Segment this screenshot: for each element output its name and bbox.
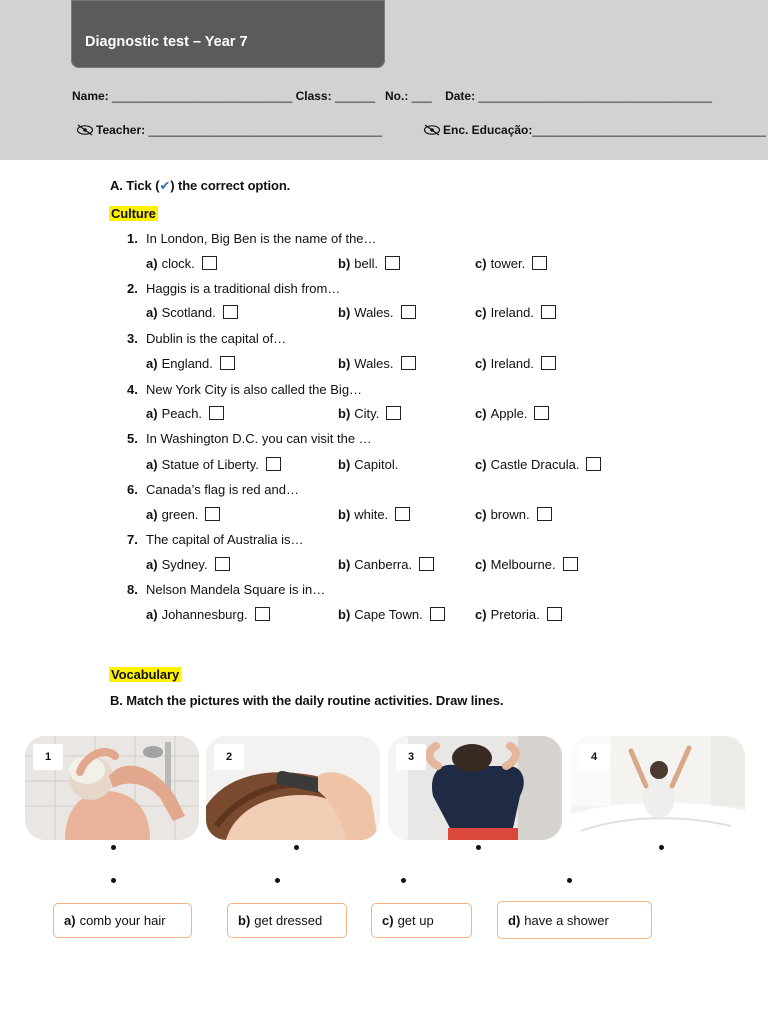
checkbox[interactable] <box>541 356 556 370</box>
q4-option-a: a) Peach. <box>146 406 224 421</box>
picture-1-dot[interactable] <box>111 845 116 850</box>
question-8: 8. Nelson Mandela Square is in… <box>127 582 326 597</box>
q8-option-a: a) Johannesburg. <box>146 607 270 622</box>
picture-number: 1 <box>33 744 63 770</box>
name-label: Name: <box>72 89 109 103</box>
question-1: 1. In London, Big Ben is the name of the… <box>127 231 377 246</box>
checkbox[interactable] <box>205 507 220 521</box>
q3-option-b: b) Wales. <box>338 356 416 371</box>
checkbox[interactable] <box>547 607 562 621</box>
q2-option-a: a) Scotland. <box>146 305 238 320</box>
section-a-instruction: A. Tick (✔) the correct option. <box>110 178 291 193</box>
q6-option-c: c) brown. <box>475 507 552 522</box>
checkbox[interactable] <box>266 457 281 471</box>
checkbox[interactable] <box>534 406 549 420</box>
section-b-topic: Vocabulary <box>111 667 180 682</box>
checkbox[interactable] <box>220 356 235 370</box>
activity-c[interactable]: c) get up <box>371 903 472 938</box>
question-2: 2. Haggis is a traditional dish from… <box>127 281 341 296</box>
picture-number: 4 <box>579 744 609 770</box>
date-label: Date: <box>445 89 476 103</box>
q1-option-b: b) bell. <box>338 256 400 271</box>
checkbox[interactable] <box>430 607 445 621</box>
q1-option-a: a) clock. <box>146 256 217 271</box>
class-label: Class: <box>295 89 332 103</box>
checkbox[interactable] <box>202 256 217 270</box>
question-3: 3. Dublin is the capital of… <box>127 331 287 346</box>
q8-option-c: c) Pretoria. <box>475 607 562 622</box>
teacher-line <box>76 123 382 139</box>
class-field[interactable]: ______ <box>334 89 375 103</box>
checkbox[interactable] <box>532 256 547 270</box>
q5-option-c: c) Castle Dracula. <box>475 457 601 472</box>
checkbox[interactable] <box>395 507 410 521</box>
checkbox[interactable] <box>541 305 556 319</box>
q3-option-c: c) Ireland. <box>475 356 556 371</box>
q7-option-c: c) Melbourne. <box>475 557 578 572</box>
checkbox[interactable] <box>401 356 416 370</box>
question-6: 6. Canada’s flag is red and… <box>127 482 299 497</box>
checkbox[interactable] <box>401 305 416 319</box>
activity-b[interactable]: b) get dressed <box>227 903 347 938</box>
q4-option-c: c) Apple. <box>475 406 549 421</box>
q1-option-c: c) tower. <box>475 256 547 271</box>
activity-a-dot[interactable] <box>111 878 116 883</box>
checkbox[interactable] <box>386 406 401 420</box>
eye-slash-icon <box>76 124 94 139</box>
teacher-label: Teacher: <box>96 123 146 137</box>
q3-option-a: a) England. <box>146 356 235 371</box>
q5-option-a: a) Statue of Liberty. <box>146 457 281 472</box>
teacher-field[interactable]: ___________________________________ <box>148 123 383 137</box>
checkbox[interactable] <box>223 305 238 319</box>
q4-option-b: b) City. <box>338 406 401 421</box>
date-field[interactable]: ___________________________________ <box>478 89 713 103</box>
question-7: 7. The capital of Australia is… <box>127 532 304 547</box>
enc-label: Enc. Educação: <box>443 123 533 137</box>
section-b-instruction: B. Match the pictures with the daily routine activities. Draw lines. <box>110 693 504 708</box>
checkbox[interactable] <box>563 557 578 571</box>
checkbox[interactable] <box>209 406 224 420</box>
title-box <box>71 0 385 68</box>
picture-4 <box>571 736 745 840</box>
activity-b-dot[interactable] <box>275 878 280 883</box>
picture-2-dot[interactable] <box>294 845 299 850</box>
q2-option-b: b) Wales. <box>338 305 416 320</box>
number-field[interactable]: ___ <box>411 89 432 103</box>
name-field[interactable]: ___________________________ <box>112 89 293 103</box>
question-4: 4. New York City is also called the Big… <box>127 382 363 397</box>
q5-option-b: b) Capitol. <box>338 457 399 472</box>
page-title: Diagnostic test – Year 7 <box>85 34 248 50</box>
picture-number: 3 <box>396 744 426 770</box>
picture-number: 2 <box>214 744 244 770</box>
picture-4-dot[interactable] <box>659 845 664 850</box>
name-line <box>72 89 712 103</box>
number-label: No.: <box>385 89 409 103</box>
q6-option-a: a) green. <box>146 507 220 522</box>
section-a-topic: Culture <box>111 206 156 221</box>
activity-a[interactable]: a) comb your hair <box>53 903 192 938</box>
q2-option-c: c) Ireland. <box>475 305 556 320</box>
checkbox[interactable] <box>537 507 552 521</box>
checkbox[interactable] <box>255 607 270 621</box>
question-5: 5. In Washington D.C. you can visit the … <box>127 431 372 446</box>
enc-line <box>423 123 766 139</box>
enc-field[interactable]: ___________________________________ <box>532 123 766 137</box>
q7-option-b: b) Canberra. <box>338 557 434 572</box>
picture-3 <box>388 736 562 840</box>
eye-slash-icon <box>423 124 441 139</box>
activity-d[interactable]: d) have a shower <box>497 901 652 939</box>
q8-option-b: b) Cape Town. <box>338 607 445 622</box>
checkbox[interactable] <box>385 256 400 270</box>
picture-1 <box>25 736 199 840</box>
checkbox[interactable] <box>419 557 434 571</box>
activity-d-dot[interactable] <box>567 878 572 883</box>
tick-icon: ✔ <box>159 178 171 193</box>
picture-2 <box>206 736 380 840</box>
activity-c-dot[interactable] <box>401 878 406 883</box>
checkbox[interactable] <box>586 457 601 471</box>
checkbox[interactable] <box>215 557 230 571</box>
q6-option-b: b) white. <box>338 507 410 522</box>
q7-option-a: a) Sydney. <box>146 557 230 572</box>
picture-3-dot[interactable] <box>476 845 481 850</box>
